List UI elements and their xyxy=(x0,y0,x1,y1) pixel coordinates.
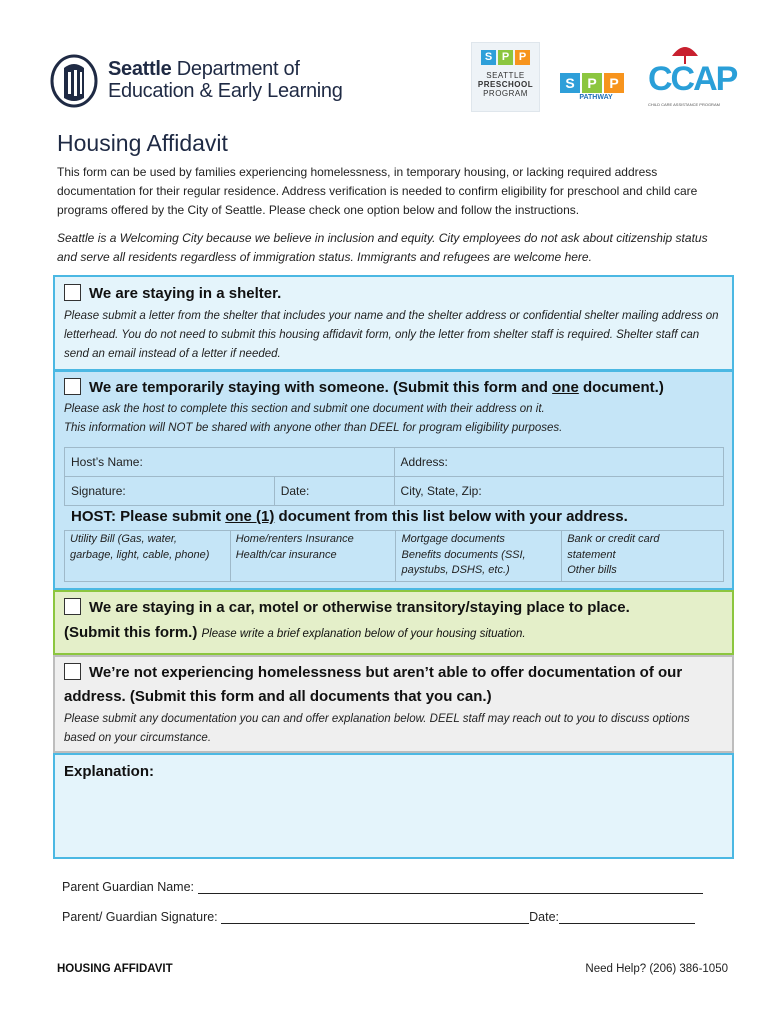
host-date-label: Date: xyxy=(280,484,310,498)
option-no-documentation-section xyxy=(53,655,734,753)
dept-name-line2: Education & Early Learning xyxy=(108,80,343,102)
host-name-label: Host’s Name: xyxy=(71,455,143,469)
host-documents-heading xyxy=(71,508,628,525)
option-transitory-label: We are staying in a car, motel or otherwise transitory/staying place to place. xyxy=(89,599,630,616)
spp-tile: P xyxy=(498,50,513,65)
option-staying-label-underlined: one xyxy=(552,379,579,396)
host-title-start: HOST: Please submit xyxy=(71,508,226,525)
option-staying-checkbox[interactable] xyxy=(64,378,81,395)
option-transitory-section xyxy=(53,590,734,655)
footer-form-name: HOUSING AFFIDAVIT xyxy=(57,963,173,975)
guardian-name-field[interactable] xyxy=(198,882,703,894)
guardian-name-row xyxy=(62,880,703,894)
option-no-doc-heading xyxy=(64,662,682,684)
doc-item: Benefits documents (SSI, xyxy=(401,548,526,561)
pathway-tile: P xyxy=(582,73,602,93)
host-title-underlined: one (1) xyxy=(225,508,275,525)
doc-cell-utility xyxy=(65,531,231,582)
pathway-label: PATHWAY xyxy=(579,94,613,101)
host-address-label: Address: xyxy=(400,455,448,469)
option-no-doc-line2: address. (Submit this form and all documents that you can.) xyxy=(64,688,492,705)
option-transitory-heading xyxy=(64,597,630,619)
seattle-seal-logo xyxy=(50,54,98,108)
guardian-signature-label: Parent/ Guardian Signature: xyxy=(62,910,218,924)
doc-item: Home/renters Insurance xyxy=(235,533,354,545)
ccap-wordmark: CCAP xyxy=(648,60,737,98)
pathway-tile: S xyxy=(560,73,580,93)
doc-cell-bank xyxy=(562,531,724,582)
option-transitory-checkbox[interactable] xyxy=(64,598,81,615)
option-shelter-checkbox[interactable] xyxy=(64,284,81,301)
host-signature-label: Signature: xyxy=(71,484,126,498)
option-staying-heading xyxy=(64,377,664,399)
explanation-label: Explanation: xyxy=(64,763,155,780)
document-list-table xyxy=(64,530,724,582)
dept-name-bold: Seattle xyxy=(108,58,172,80)
ccap-subtitle: CHILD CARE ASSISTANCE PROGRAM xyxy=(648,102,720,107)
option-staying-note-2: This information will NOT be shared with anyone other than DEEL for program eligibility purposes. xyxy=(64,422,563,434)
pathway-tile: P xyxy=(604,73,624,93)
option-no-doc-checkbox[interactable] xyxy=(64,663,81,680)
guardian-name-label: Parent Guardian Name: xyxy=(62,880,195,894)
option-transitory-submit: (Submit this form.) xyxy=(64,624,198,641)
seattle-preschool-program-logo xyxy=(471,42,540,112)
doc-item: Bank or credit card xyxy=(567,533,660,545)
spp-text-line: PROGRAM xyxy=(483,89,528,98)
guardian-date-label: Date: xyxy=(529,910,560,924)
dept-name-line1: Department of xyxy=(171,58,300,80)
option-shelter-section xyxy=(53,275,734,371)
explanation-text-area[interactable] xyxy=(64,787,723,851)
host-address-field[interactable] xyxy=(394,448,723,477)
host-title-end: document from this list below with your address. xyxy=(274,508,628,525)
spp-pathway-logo xyxy=(560,73,632,103)
option-transitory-line2 xyxy=(64,622,526,645)
department-name xyxy=(108,58,343,102)
host-date-field[interactable] xyxy=(274,477,394,506)
doc-item: Mortgage documents xyxy=(401,533,505,545)
doc-item: garbage, light, cable, phone) xyxy=(70,548,210,561)
doc-cell-mortgage xyxy=(396,531,562,582)
doc-item: statement xyxy=(567,548,616,561)
doc-item: paystubs, DSHS, etc.) xyxy=(401,564,510,576)
guardian-date-field[interactable] xyxy=(559,912,695,924)
spp-text-line: PRESCHOOL xyxy=(477,80,534,89)
doc-item: Other bills xyxy=(567,564,617,576)
spp-text-line: SEATTLE xyxy=(486,71,525,80)
guardian-signature-field[interactable] xyxy=(221,912,529,924)
option-no-doc-label: We’re not experiencing homelessness but aren’t able to offer documentation of our xyxy=(89,664,683,681)
option-shelter-note: Please submit a letter from the shelter that includes your name and the shelter address or confidential shelter mailing address on letterhead. You do not need to submit this housing affidavit form, only the letter from shelter staff is required. Shelter staff can send an email instead of a letter if needed. xyxy=(64,310,719,360)
spp-tile: P xyxy=(515,50,530,65)
option-transitory-note: Please write a brief explanation below of your housing situation. xyxy=(201,628,526,640)
doc-item: Health/car insurance xyxy=(235,548,337,561)
footer-help-phone: Need Help? (206) 386-1050 xyxy=(585,963,728,975)
option-staying-label: We are temporarily staying with someone. (Submit this form and xyxy=(89,379,553,396)
spp-tile: S xyxy=(481,50,496,65)
host-name-field[interactable] xyxy=(65,448,395,477)
intro-text: This form can be used by families experiencing homelessness, in temporary housing, or lacking required address documentation for their regular residence. Address verification is needed to confirm eligibility for preschool and child care programs offered by the City of Seattle. Please check one option below and follow the instructions. xyxy=(57,165,698,217)
guardian-signature-row xyxy=(62,910,695,924)
host-city-state-zip-field[interactable] xyxy=(394,477,723,506)
ccap-logo xyxy=(646,40,737,110)
host-city-label: City, State, Zip: xyxy=(400,484,482,498)
host-info-table xyxy=(64,447,724,506)
host-signature-field[interactable] xyxy=(65,477,275,506)
page-header xyxy=(50,40,740,115)
doc-item: Utility Bill (Gas, water, xyxy=(70,533,177,545)
option-shelter-heading xyxy=(64,283,281,305)
option-staying-note-1: Please ask the host to complete this section and submit one document with their address on it. xyxy=(64,403,545,415)
welcoming-city-text: Seattle is a Welcoming City because we believe in inclusion and equity. City employees do not ask about citizenship status and serve all residents regardless of immigration status. Immigrants and refugees are welcome here. xyxy=(57,231,708,264)
option-shelter-label: We are staying in a shelter. xyxy=(89,285,282,302)
option-no-doc-note: Please submit any documentation you can and offer explanation below. DEEL staff may reach out to you to discuss options based on your circumstance. xyxy=(64,713,690,744)
doc-cell-insurance xyxy=(230,531,396,582)
page-title: Housing Affidavit xyxy=(57,130,228,156)
explanation-box[interactable] xyxy=(53,753,734,859)
option-staying-label-end: document.) xyxy=(578,379,664,396)
